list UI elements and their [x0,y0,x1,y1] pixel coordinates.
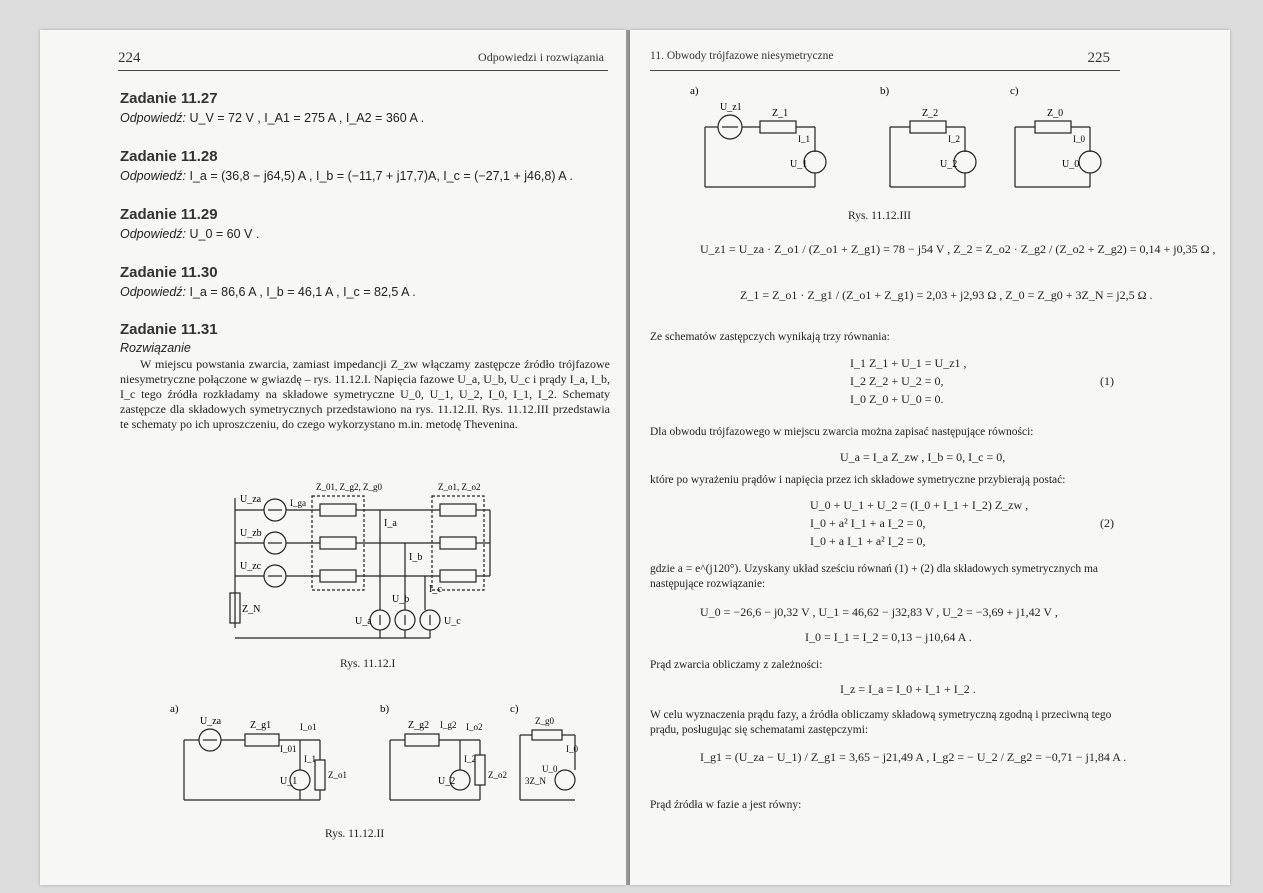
figure-caption: Rys. 11.12.I [340,658,396,670]
equation-voltages: U_0 = −26,6 − j0,32 V , U_1 = 46,62 − j32,83 V , U_2 = −3,69 + j1,42 V , [700,605,1058,619]
task-answer: Odpowiedź: I_a = (36,8 − j64,5) A , I_b = (−11,7 + j17,7)A, I_c = (−27,1 + j46,8) A . [120,169,573,183]
label-u0: U_0 [542,764,558,774]
label-i2: I_2 [464,754,476,764]
label-uza: U_za [240,494,262,505]
label-u1: U_1 [280,776,298,787]
label-c: c) [510,703,519,715]
label-ig2: I_g2 [440,720,457,730]
equation-uz1-z2: U_z1 = U_za · Z_o1 / (Z_o1 + Z_g1) = 78 − j54 V , Z_2 = Z_o2 · Z_g2 / (Z_o2 + Z_g2) = 0,14 + j0,35 Ω , [700,242,1216,256]
body-text: W celu wyznaczenia prądu fazy, a źródła obliczamy składową symetryczną zgodną i przeciwną tego prądu, posługując się schematami zastępczymi: [650,709,1112,736]
system1-line: I_1 Z_1 + U_1 = U_z1 , [850,356,967,370]
body-text: Prąd zwarcia obliczamy z zależności: [650,659,823,671]
label-zg2: Z_g2 [408,720,430,731]
label-z1: Z_1 [772,108,789,119]
task-heading: Zadanie 11.29 [120,206,218,223]
equation-fault: U_a = I_a Z_zw , I_b = 0, I_c = 0, [840,450,1006,464]
body-text: Dla obwodu trójfazowego w miejscu zwarcia można zapisać następujące równości: [650,426,1034,438]
label-zo2: Z_o2 [488,770,507,780]
left-page [40,30,626,885]
header-rule-left [118,70,608,71]
label-ua: U_a [355,616,372,627]
system1-line: I_0 Z_0 + U_0 = 0. [850,392,944,406]
label-uc: U_c [444,616,461,627]
task-answer: Odpowiedź: U_V = 72 V , I_A1 = 275 A , I_A2 = 360 A . [120,111,425,125]
label-u1: U_1 [790,159,808,170]
label-io2: I_o2 [466,722,483,732]
header-rule-right [650,70,1120,71]
solution-label: Rozwiązanie [120,341,191,355]
system2-line: I_0 + a I_1 + a² I_2 = 0, [810,534,926,548]
label-a: a) [690,85,699,97]
body-text: gdzie a = e^(j120°). Uzyskany układ sześciu równań (1) + (2) dla składowych symetrycznych ma następujące rozwiązanie: [650,563,1099,590]
figure-11-12-III [690,82,1130,202]
label-zg-top: Z_01, Z_g2, Z_g0 [316,482,382,492]
label-i0: I_0 [1073,134,1085,144]
figure-caption: Rys. 11.12.II [325,828,385,840]
body-text: Prąd źródła w fazie a jest równy: [650,799,802,811]
equation-z1-z0: Z_1 = Z_o1 · Z_g1 / (Z_o1 + Z_g1) = 2,03 + j2,93 Ω , Z_0 = Z_g0 + 3Z_N = j2,5 Ω . [740,288,1153,302]
system1-line: I_2 Z_2 + U_2 = 0, [850,374,944,388]
label-z0: Z_0 [1047,108,1064,119]
label-c: c) [1010,85,1019,97]
equation-fault-current: I_z = I_a = I_0 + I_1 + I_2 . [840,682,976,696]
task-heading: Zadanie 11.31 [120,321,218,338]
system2-line: U_0 + U_1 + U_2 = (I_0 + I_1 + I_2) Z_zw , [810,498,1029,512]
label-zg0: Z_g0 [535,716,554,726]
equation-currents: I_0 = I_1 = I_2 = 0,13 − j10,64 A . [805,630,972,644]
label-ub: U_b [392,594,410,605]
equation-number: (2) [1100,516,1114,530]
label-uzb: U_zb [240,528,262,539]
label-b: b) [880,85,890,97]
label-uza: U_za [200,716,222,727]
page-number-right: 225 [1087,50,1110,66]
label-zg1: Z_g1 [250,720,272,731]
page-number-left: 224 [118,50,141,66]
label-io1: I_o1 [300,722,317,732]
label-i1: I_1 [304,754,316,764]
label-zn3: 3Z_N [525,776,546,786]
label-ia: I_a [384,518,397,529]
label-b: b) [380,703,390,715]
label-a: a) [170,703,179,715]
body-text: które po wyrażeniu prądów i napięcia przez ich składowe symetryczne przybierają postać: [650,474,1066,486]
label-ic: I_c [429,584,442,595]
label-i01: I_01 [280,744,297,754]
equation-number: (1) [1100,374,1114,388]
task-heading: Zadanie 11.30 [120,264,218,281]
task-answer: Odpowiedź: I_a = 86,6 A , I_b = 46,1 A , I_c = 82,5 A . [120,285,416,299]
figure-11-12-II [170,700,580,820]
label-u2: U_2 [940,159,958,170]
label-z2: Z_2 [922,108,939,119]
figure-11-12-I [220,478,520,648]
task-heading: Zadanie 11.28 [120,148,218,165]
task-heading: Zadanie 11.27 [120,90,218,107]
figure-caption: Rys. 11.12.III [848,210,911,222]
system2-line: I_0 + a² I_1 + a I_2 = 0, [810,516,926,530]
label-uzc: U_zc [240,561,262,572]
solution-paragraph: W miejscu powstania zwarcia, zamiast impedancji Z_zw włączamy zastępcze źródło trójfazowe niesymetryczne połączone w gwiazdę – rys. 11.12.I. Napięcia fazowe U_a, U_b, U_c i prądy I_a, I_b, I_c tego źródła rozkładamy na składowe symetryczne U_0, U_1, U_2, I_0, I_1, I_2. Schematy zastępcze dla składowych symetrycznych przedstawiono na rys. 11.12.II. Rys. 11.12.III przedstawia te schematy po ich uproszczeniu, do czego wykorzystano m.in. metodę Thevenina. [120,357,610,431]
label-zn: Z_N [242,604,261,615]
label-zo-top: Z_o1, Z_o2 [438,482,481,492]
label-i2: I_2 [948,134,960,144]
label-i0: I_0 [566,744,578,754]
label-uz1: U_z1 [720,102,742,113]
label-iga: I_ga [290,498,306,508]
equation-ig: I_g1 = (U_za − U_1) / Z_g1 = 3,65 − j21,49 A , I_g2 = − U_2 / Z_g2 = −0,71 − j1,84 A . [700,750,1127,764]
label-u2: U_2 [438,776,456,787]
label-u0: U_0 [1062,159,1080,170]
label-ib: I_b [409,552,423,563]
body-text: Ze schematów zastępczych wynikają trzy równania: [650,331,890,343]
task-answer: Odpowiedź: U_0 = 60 V . [120,227,260,241]
running-title-right: 11. Obwody trójfazowe niesymetryczne [650,50,834,62]
right-page [630,30,1230,885]
label-zo1: Z_o1 [328,770,347,780]
running-title-left: Odpowiedzi i rozwiązania [478,50,604,64]
label-i1: I_1 [798,134,810,144]
